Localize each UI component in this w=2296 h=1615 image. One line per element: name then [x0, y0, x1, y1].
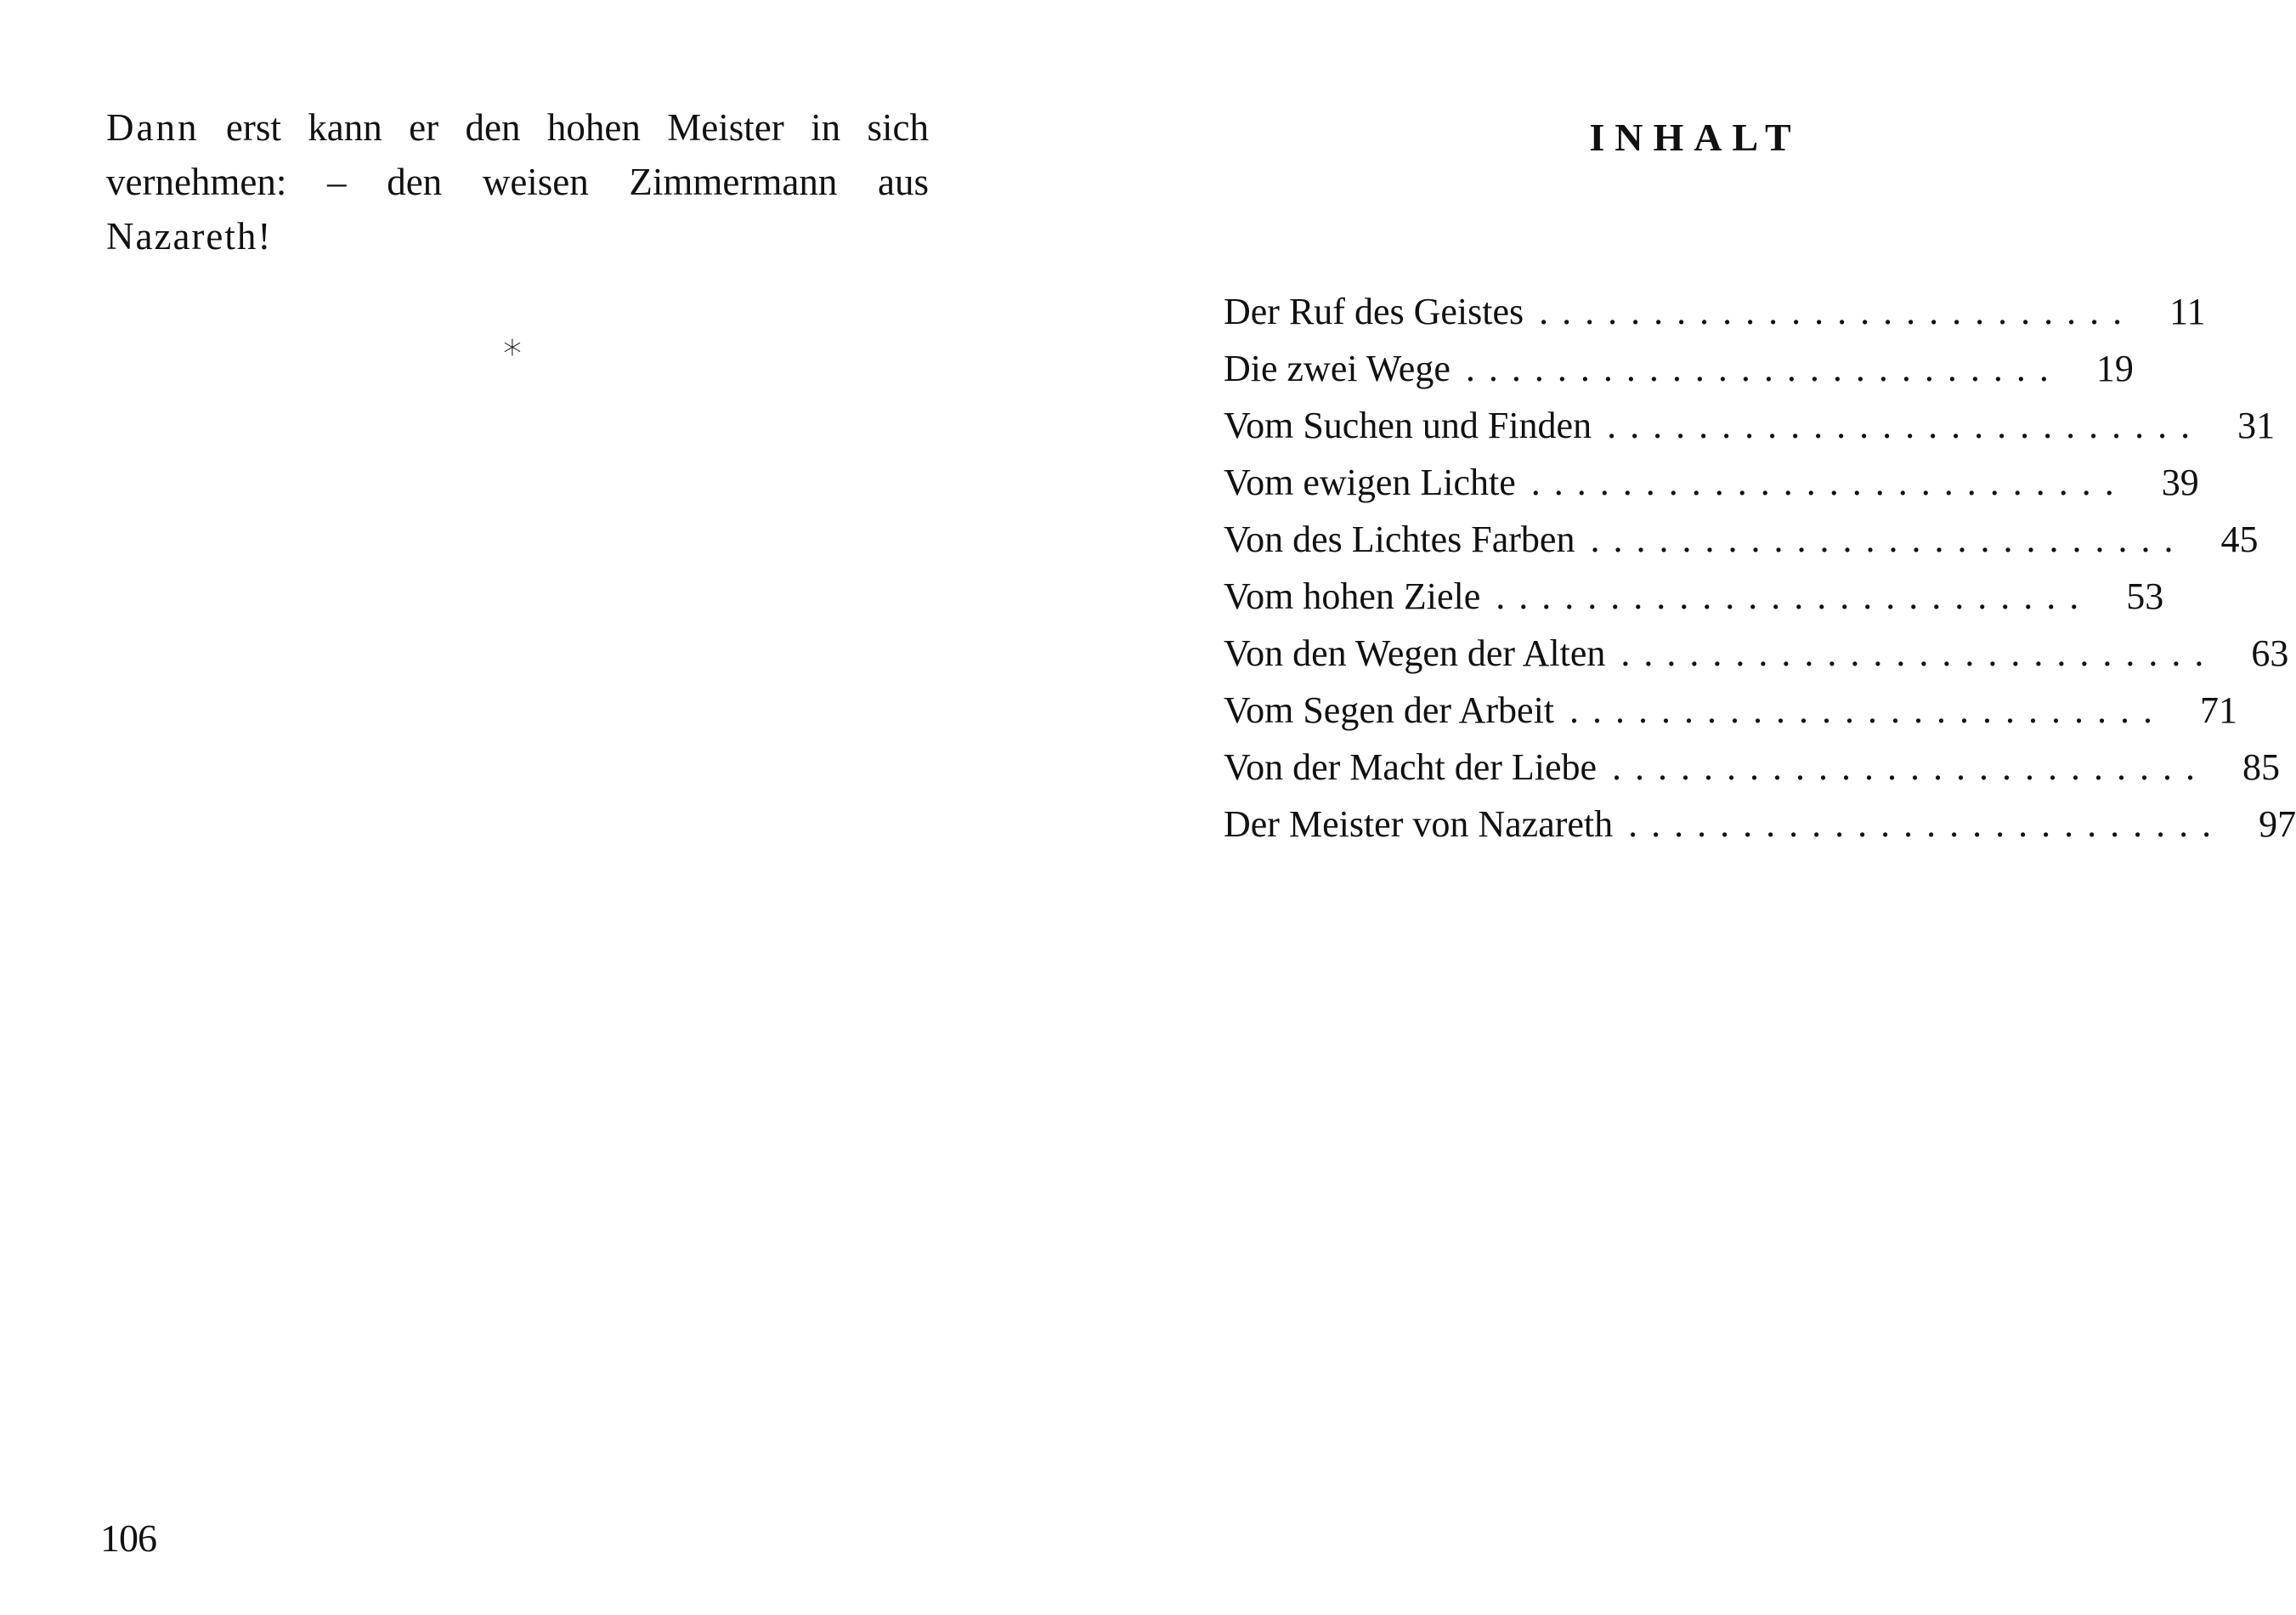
toc-leader-dots: .......................... — [1612, 746, 2209, 788]
section-separator-asterisk: * — [503, 332, 522, 376]
toc-entry-title: Die zwei Wege — [1224, 348, 1451, 389]
toc-entry-title: Von der Macht der Liebe — [1224, 746, 1598, 788]
toc-entry-page: 85 — [2242, 746, 2281, 788]
toc-entry-page: 63 — [2251, 632, 2289, 674]
toc-leader-dots: .......................... — [1590, 518, 2187, 560]
closing-line-2 — [106, 155, 929, 209]
toc-entry[interactable] — [1224, 796, 2296, 853]
toc-entry-title: Vom hohen Ziele — [1224, 575, 1481, 617]
toc-entry-page: 97 — [2259, 803, 2296, 845]
toc-entry[interactable] — [1224, 511, 2259, 568]
closing-line-3-text: Nazareth! — [106, 215, 273, 258]
toc-entry-title: Von den Wegen der Alten — [1224, 632, 1606, 674]
toc-entry[interactable] — [1224, 682, 2238, 739]
toc-entry-title: Von des Lichtes Farben — [1224, 518, 1575, 560]
toc-entry-page: 39 — [2161, 462, 2199, 503]
right-page — [1083, 0, 2296, 1615]
toc-entry-page: 53 — [2126, 575, 2164, 617]
closing-line-3 — [106, 209, 929, 264]
toc-entry-page: 31 — [2237, 405, 2276, 446]
left-page — [0, 0, 1083, 1615]
toc-entry[interactable] — [1224, 397, 2276, 454]
closing-paragraph — [106, 100, 929, 264]
closing-line-1 — [106, 100, 929, 155]
toc-entry-page: 19 — [2095, 348, 2134, 389]
toc-entry-title: Vom ewigen Lichte — [1224, 462, 1516, 503]
toc-leader-dots: .......................... — [1496, 575, 2093, 617]
toc-leader-dots: .......................... — [1539, 291, 2136, 332]
closing-line-2-text: vernehmen: – den weisen Zimmermann aus — [106, 161, 929, 203]
toc-entry-title: Der Ruf des Geistes — [1224, 291, 1524, 332]
closing-line-1-rest: erst kann er den hohen Meister in sich — [199, 106, 929, 149]
toc-entry[interactable] — [1224, 283, 2206, 340]
toc-entry-page: 45 — [2220, 518, 2259, 560]
toc-leader-dots: .......................... — [1569, 689, 2167, 731]
toc-leader-dots: .......................... — [1628, 803, 2225, 845]
table-of-contents — [1224, 283, 2296, 853]
toc-entry-page: 11 — [2169, 291, 2206, 332]
toc-entry[interactable] — [1224, 568, 2164, 625]
toc-leader-dots: .......................... — [1530, 462, 2128, 503]
page-number-left: 106 — [100, 1516, 156, 1560]
toc-entry[interactable] — [1224, 340, 2134, 397]
toc-entry[interactable] — [1224, 739, 2281, 796]
closing-first-word: Dann — [106, 106, 200, 149]
toc-leader-dots: .......................... — [1465, 348, 2062, 389]
toc-entry-page: 71 — [2200, 689, 2238, 731]
toc-entry-title: Der Meister von Nazareth — [1224, 803, 1614, 845]
toc-leader-dots: .......................... — [1620, 632, 2218, 674]
toc-entry-title: Vom Segen der Arbeit — [1224, 689, 1555, 731]
toc-entry[interactable] — [1224, 625, 2289, 682]
toc-heading: INHALT — [1589, 116, 1801, 159]
toc-entry[interactable] — [1224, 454, 2199, 511]
toc-leader-dots: .......................... — [1607, 405, 2204, 446]
toc-entry-title: Vom Suchen und Finden — [1224, 405, 1592, 446]
